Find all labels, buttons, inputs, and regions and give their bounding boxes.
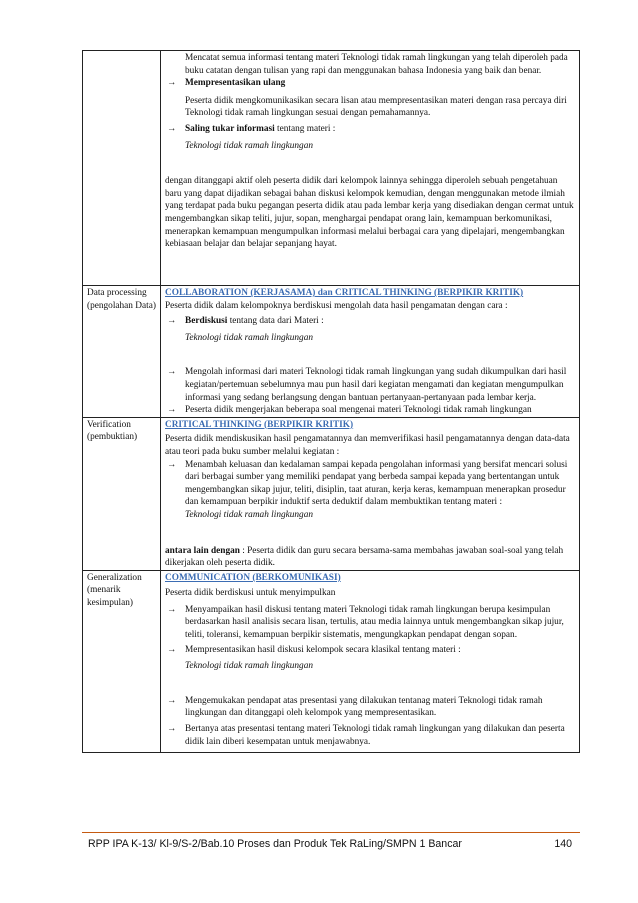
section-heading: COLLABORATION (KERJASAMA) dan CRITICAL THINKING (BERPIKIR KRITIK)	[165, 288, 524, 298]
bullet-item	[165, 77, 576, 90]
bullet-title: Mempresentasikan ulang	[185, 78, 286, 89]
closing-text: : Peserta didik dan guru secara bersama-sama membahas jawaban soal-soal yang telah dikerjakan oleh peserta didik.	[165, 545, 564, 569]
bullet-text: Menambah keluasan dan kedalaman sampai kepada pengolahan informasi yang bersifat mencari solusi dari berbagai sumber yang memiliki pendapat yang berbeda sampai kepada yang bertentangan untuk mengembangkan sikap jujur, teliti, disiplin, taat aturan, kerja keras, kemampuan menerapkan prosedur dan kemampuan berpikir induktif serta deduktif dalam membuktikan tentang materi :	[185, 459, 568, 508]
bullet-item	[165, 459, 576, 509]
bullet-title: Saling tukar informasi	[185, 123, 275, 134]
arrow-icon: →	[167, 316, 177, 327]
section-heading: COMMUNICATION (BERKOMUNIKASI)	[165, 572, 341, 583]
bullet-item	[165, 366, 576, 404]
bullet-item	[165, 315, 576, 328]
footer-rule	[82, 832, 580, 833]
stage-label: Data processing (pengolahan Data)	[83, 286, 161, 418]
bullet-text: Menyampaikan hasil diskusi tentang materi Teknologi tidak ramah lingkungan berupa kesimpulan berdasarkan hasil analisis secara lisan, tertulis, atau media lainnya untuk mengembangkan sikap jujur, teliti, toleransi, kemampuan berpikir sistematis, mengungkapkan pendapat dengan sopan.	[185, 604, 564, 641]
stage-label: Verification (pembuktian)	[83, 417, 161, 570]
paragraph: Peserta didik dalam kelompoknya berdiskusi mengolah data hasil pengamatan dengan cara :	[165, 300, 508, 311]
topic-text: Teknologi tidak ramah lingkungan	[185, 140, 313, 151]
arrow-icon: →	[167, 78, 177, 89]
section-heading: CRITICAL THINKING (BERPIKIR KRITIK)	[165, 419, 354, 430]
arrow-icon: →	[167, 724, 177, 735]
closing-bold: antara lain dengan	[165, 545, 240, 556]
paragraph	[165, 545, 576, 570]
table-row	[83, 570, 580, 753]
lesson-plan-table	[82, 50, 580, 753]
bullet-item	[165, 604, 576, 642]
topic-text: Teknologi tidak ramah lingkungan	[185, 509, 313, 520]
bullet-text: Mengemukakan pendapat atas presentasi yang dilakukan tentanag materi Teknologi tidak ramah lingkungan dan ditanggapi oleh kelompok yang mempresentasikan.	[185, 695, 543, 719]
bullet-text: Mempresentasikan hasil diskusi kelompok secara klasikal tentang materi :	[185, 644, 461, 655]
footer-text: RPP IPA K-13/ Kl-9/S-2/Bab.10 Proses dan Produk Tek RaLing/SMPN 1 Bancar	[88, 838, 462, 850]
activity-cell	[161, 570, 580, 753]
page-footer	[82, 836, 580, 854]
bullet-text: tentang materi :	[274, 123, 336, 134]
arrow-icon: →	[167, 604, 177, 615]
arrow-icon: →	[167, 123, 177, 134]
bullet-text: Bertanya atas presentasi tentang materi Teknologi tidak ramah lingkungan yang dilakukan dan peserta didik lain diberi kesempatan untuk menjawabnya.	[185, 724, 565, 747]
paragraph: Peserta didik mendiskusikan hasil pengamatannya dan memverifikasi hasil pengamatannya dengan data-data atau teori pada buku sumber melalui kegiatan :	[165, 434, 570, 457]
stage-cell-empty	[83, 51, 161, 286]
activity-cell	[161, 51, 580, 286]
paragraph: Mencatat semua informasi tentang materi Teknologi tidak ramah lingkungan yang telah diperoleh pada buku catatan dengan tulisan yang rapi dan menggunakan bahasa Indonesia yang baik dan benar.	[185, 53, 568, 76]
table-row	[83, 51, 580, 286]
bullet-text: Mengolah informasi dari materi Teknologi tidak ramah lingkungan yang sudah dikumpulkan dari hasil kegiatan/pertemuan sebelumnya mau pun hasil dari kegiatan mengamati dan kegiatan mengumpulkan informasi yang sedang berlangsung dengan bantuan pertanyaan-pertanyaan pada lembar kerja.	[185, 367, 567, 403]
paragraph: Peserta didik berdiskusi untuk menyimpulkan	[165, 588, 336, 599]
arrow-icon: →	[167, 367, 177, 378]
activity-cell	[161, 286, 580, 418]
table-row	[83, 417, 580, 570]
bullet-text: Peserta didik mengerjakan beberapa soal mengenai materi Teknologi tidak ramah lingkungan	[185, 405, 532, 416]
arrow-icon: →	[167, 644, 177, 655]
arrow-icon: →	[167, 405, 177, 416]
bullet-item	[165, 723, 576, 748]
arrow-icon: →	[167, 459, 177, 470]
bullet-text: tentang data dari Materi :	[227, 316, 324, 327]
paragraph: Peserta didik mengkomunikasikan secara lisan atau mempresentasikan materi dengan rasa percaya diri Teknologi tidak ramah lingkungan sesuai dengan pemahamannya.	[185, 95, 567, 119]
topic-text: Teknologi tidak ramah lingkungan	[185, 332, 313, 343]
activity-cell	[161, 417, 580, 570]
page-number: 140	[554, 838, 572, 850]
bullet-item	[165, 695, 576, 720]
paragraph: dengan ditanggapi aktif oleh peserta didik dari kelompok lainnya sehingga diperoleh sebuah pengetahuan baru yang dapat dijadikan sebagai bahan diskusi kelompok kemudian, dengan menggunakan metode ilmiah yang terdapat pada buku pegangan peserta didik atau pada lembar kerja yang disediakan dengan cermat untuk mengembangkan sikap teliti, jujur, sopan, menghargai pendapat orang lain, kemampuan berkomunikasi, menerapkan kemampuan mengumpulkan informasi melalui berbagai cara yang dipelajari, mengembangkan kebiasaan belajar dan belajar sepanjang hayat.	[165, 176, 574, 250]
bullet-item	[165, 123, 576, 136]
bullet-title: Berdiskusi	[185, 316, 228, 327]
bullet-item	[165, 404, 576, 417]
stage-label: Generalization (menarik kesimpulan)	[83, 570, 161, 753]
bullet-item	[165, 644, 576, 657]
topic-text: Teknologi tidak ramah lingkungan	[185, 661, 313, 672]
table-row	[83, 286, 580, 418]
arrow-icon: →	[167, 695, 177, 706]
